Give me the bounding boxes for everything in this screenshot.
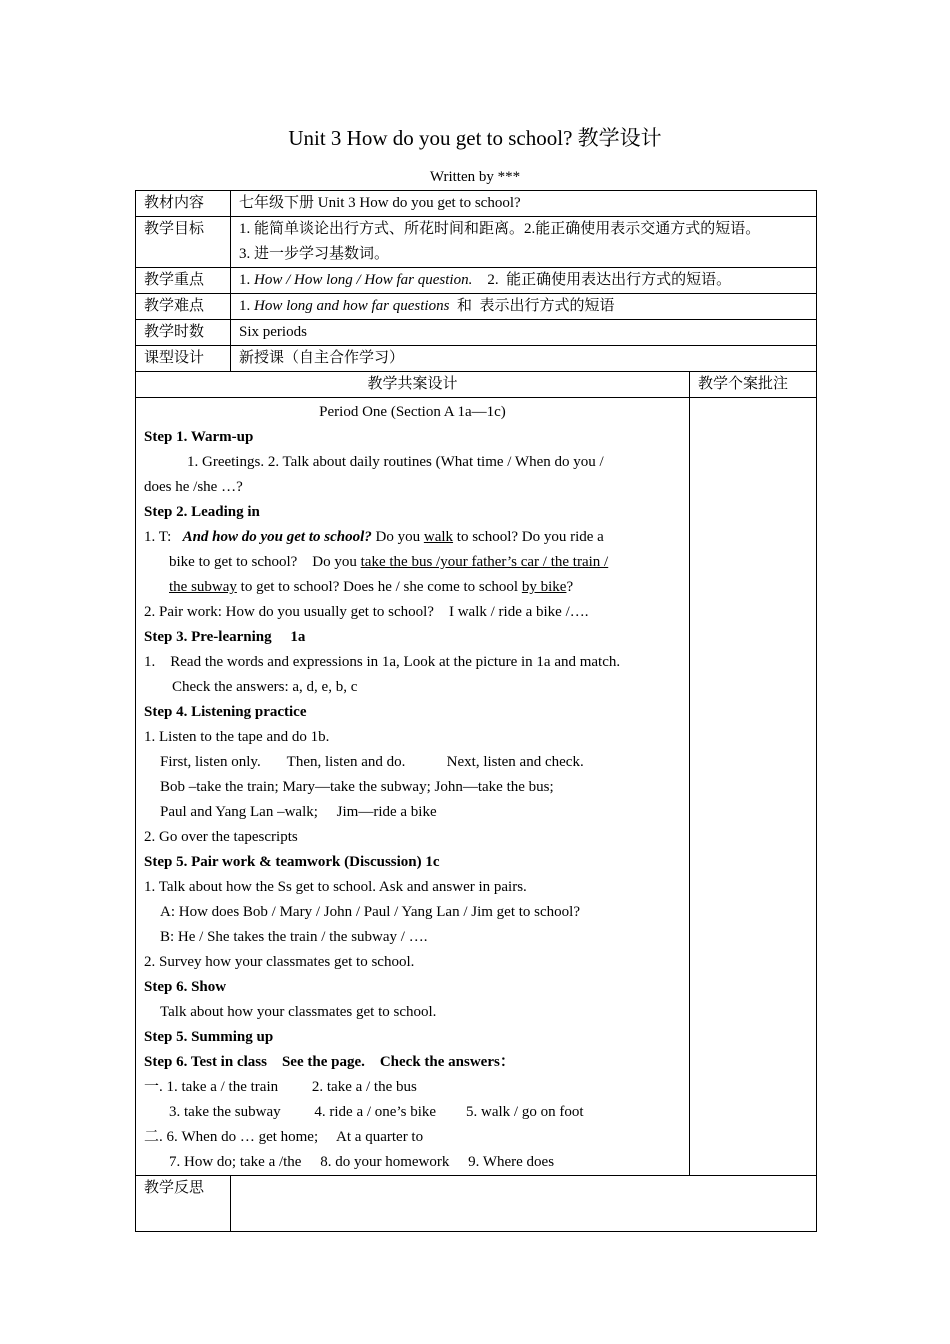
reflection-content: [231, 1176, 817, 1232]
step-line: [144, 575, 681, 600]
step-line: Talk about how your classmates get to school.: [160, 1004, 437, 1020]
step-title: Step 3. Pre-learning 1a: [144, 629, 306, 645]
step-line: 1. Listen to the tape and do 1b.: [144, 729, 330, 745]
row-difficulties: [136, 294, 817, 320]
step-line: Check the answers: a, d, e, b, c: [172, 679, 358, 695]
step-line: [144, 525, 681, 550]
personal-notes-header: 教学个案批注: [690, 372, 817, 398]
row-key-points: [136, 268, 817, 294]
periods-label: 教学时数: [136, 320, 231, 346]
row-periods: [136, 320, 817, 346]
key-points-value: [231, 268, 817, 294]
step-line: 3. take the subway 4. ride a / one’s bike 5. walk / go on foot: [169, 1104, 584, 1120]
author-line: Written by ***: [429, 169, 521, 185]
key-points-label: 教学重点: [136, 268, 231, 294]
text-span: the subway: [169, 579, 237, 595]
shared-plan-header: 教学共案设计: [136, 372, 690, 398]
step-line: A: How does Bob / Mary / John / Paul / Yang Lan / Jim get to school?: [160, 904, 580, 920]
goals-label: 教学目标: [136, 217, 231, 268]
text-span: to get to school? Does he / she come to school: [236, 579, 522, 595]
document-title: Unit 3 How do you get to school? 教学设计: [288, 126, 662, 150]
text-span: walk: [423, 529, 454, 545]
difficulties-text: How long and how far questions: [254, 298, 450, 314]
step-line: 1. Greetings. 2. Talk about daily routines (What time / When do you /: [187, 454, 604, 470]
difficulties-phrase: 和 表示出行方式的短语: [449, 298, 615, 314]
lesson-type-value: 新授课（自主合作学习）: [231, 346, 817, 372]
step-title: Step 5. Pair work & teamwork (Discussion) 1c: [144, 854, 440, 870]
materials-label: 教材内容: [136, 191, 231, 217]
row-lesson-type: [136, 346, 817, 372]
difficulties-value: [231, 294, 817, 320]
key-points-phrase: 2. 能正确使用表达出行方式的短语。: [472, 272, 732, 288]
reflection-label: 教学反思: [136, 1176, 231, 1232]
step-line: 2. Survey how your classmates get to school.: [144, 954, 415, 970]
text-span: take the bus /your father’s car / the train /: [360, 554, 609, 570]
row-materials: [136, 191, 817, 217]
period-heading: Period One (Section A 1a—1c): [319, 404, 506, 420]
periods-value: Six periods: [231, 320, 817, 346]
step-line: does he /she …?: [144, 479, 243, 495]
step-line: 7. How do; take a /the 8. do your homework 9. Where does: [169, 1154, 555, 1170]
step-title: Step 5. Summing up: [144, 1029, 274, 1045]
text-span: bike to get to school? Do you: [169, 554, 361, 570]
step-line: 二. 6. When do … get home; At a quarter to: [144, 1129, 424, 1145]
step-title: Step 4. Listening practice: [144, 704, 307, 720]
step-title: Step 2. Leading in: [144, 504, 260, 520]
step-title: Step 6. Test in class See the page. Check the answers：: [144, 1054, 515, 1070]
step-line: [144, 550, 681, 575]
goals-value: [231, 217, 817, 268]
row-reflection: [136, 1176, 817, 1232]
lesson-type-label: 课型设计: [136, 346, 231, 372]
step-line: Bob –take the train; Mary—take the subway; John—take the bus;: [160, 779, 554, 795]
step-line: 一. 1. take a / the train 2. take a / the bus: [144, 1079, 417, 1095]
goals-line: 1. 能简单谈论出行方式、所花时间和距离。2.能正确使用表示交通方式的短语。: [239, 221, 761, 237]
step-title: Step 6. Show: [144, 979, 227, 995]
difficulties-label: 教学难点: [136, 294, 231, 320]
step-line: Paul and Yang Lan –walk; Jim—ride a bike: [160, 804, 437, 820]
step-title: Step 1. Warm-up: [144, 429, 254, 445]
text-span: 1. T:: [144, 529, 183, 545]
key-points-num: 1.: [239, 272, 254, 288]
personal-notes-content: [690, 398, 817, 1176]
text-span: to school? Do you ride a: [453, 529, 604, 545]
goals-line: 3. 进一步学习基数词。: [239, 246, 390, 262]
step-line: First, listen only. Then, listen and do. Next, listen and check.: [160, 754, 584, 770]
difficulties-num: 1.: [239, 298, 254, 314]
key-points-text: How / How long / How far question.: [254, 272, 473, 288]
step-line: B: He / She takes the train / the subway / ….: [160, 929, 428, 945]
step-line: 2. Pair work: How do you usually get to school? I walk / ride a bike /….: [144, 604, 589, 620]
row-goals: [136, 217, 817, 268]
text-span: by bike: [521, 579, 567, 595]
row-section-headers: [136, 372, 817, 398]
step-line: 2. Go over the tapescripts: [144, 829, 298, 845]
step-line: 1. Read the words and expressions in 1a, Look at the picture in 1a and match.: [144, 654, 621, 670]
text-span: Do you: [371, 529, 424, 545]
step-line: 1. Talk about how the Ss get to school. Ask and answer in pairs.: [144, 879, 527, 895]
shared-plan-content: [136, 398, 690, 1176]
lesson-plan-table: [135, 190, 817, 1232]
text-span: And how do you get to school?: [182, 529, 372, 545]
row-plan-content: [136, 398, 817, 1176]
text-span: ?: [566, 579, 574, 595]
materials-value: 七年级下册 Unit 3 How do you get to school?: [231, 191, 817, 217]
